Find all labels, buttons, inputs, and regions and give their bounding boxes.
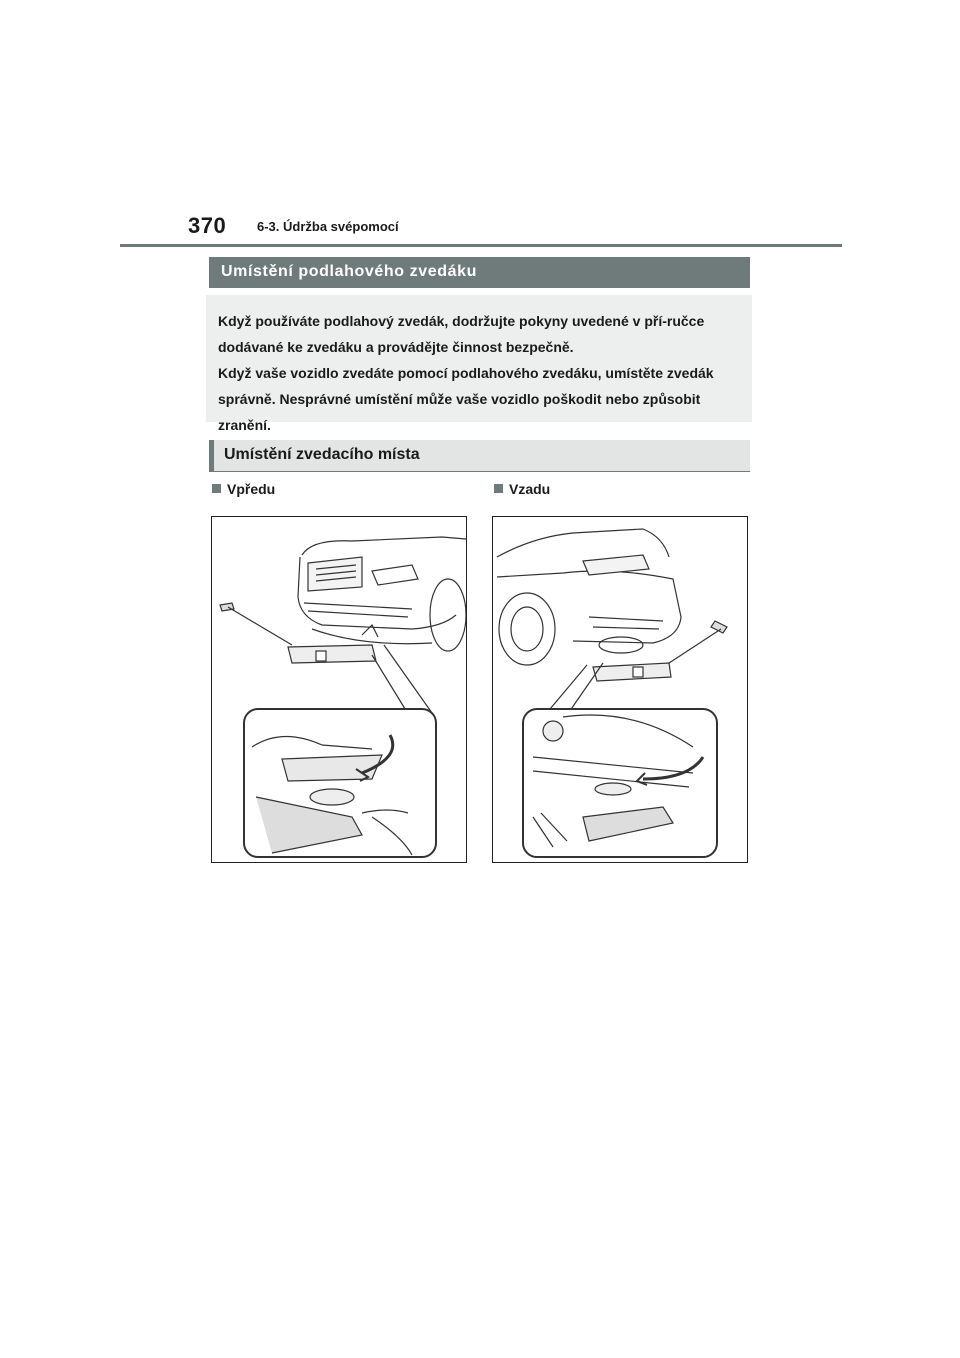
front-label	[212, 481, 275, 497]
notice-box	[206, 295, 752, 433]
rear-jack-illustration	[492, 516, 748, 863]
front-label-text: Vpředu	[227, 481, 276, 497]
page-number: 370	[188, 213, 227, 238]
header-rule	[120, 244, 842, 247]
front-jack-illustration	[211, 516, 467, 863]
bullet-square-icon	[494, 484, 503, 493]
bullet-square-icon	[212, 484, 221, 493]
rear-label	[494, 481, 550, 497]
notice-paragraph-2: Když vaše vozidlo zvedáte pomocí podlahového zvedáku, umístěte zvedák správně. Nesprávné umístění může vaše vozidlo poškodit nebo způsobit zranění.	[218, 365, 714, 433]
rear-label-text: Vzadu	[509, 481, 551, 497]
section-path: 6-3. Údržba svépomocí	[257, 219, 399, 234]
section-title: Umístění podlahového zvedáku	[209, 257, 750, 288]
notice-paragraph-1: Když používáte podlahový zvedák, dodržujte pokyny uvedené v pří-ručce dodávané ke zvedáku a provádějte činnost bezpečně.	[218, 313, 705, 355]
rear-car-jack-drawing	[493, 517, 748, 863]
front-car-jack-drawing	[212, 517, 467, 863]
subsection-title: Umístění zvedacího místa	[209, 440, 750, 472]
